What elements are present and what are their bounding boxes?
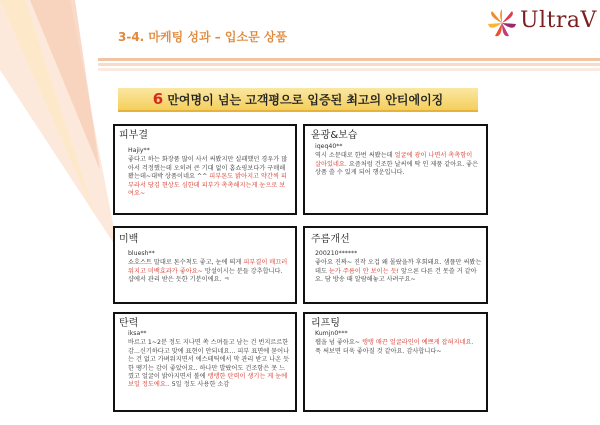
headline-text: 만여명이 넘는 고객평으로 입증된 최고의 안티에이징 bbox=[167, 93, 444, 107]
review-body: 좋아요 진짜~ 진작 오겁 왜 몰랐을까 후회돼요. 샘플만 써봤는데도 bbox=[315, 259, 482, 275]
review-body: 망설이시는 분들 강추합니다. 샵에서 관리 받은 듯한 기분이에요. ㅋ bbox=[128, 267, 283, 284]
review-body: 쇼호스트 말대로 톤수척도 좋고, 눈에 띄게 bbox=[128, 259, 244, 267]
review-text bbox=[128, 250, 290, 285]
review-highlight: 탱탱한 탄력이 생기는 게 눈에 보일 정도에요.. bbox=[128, 373, 288, 389]
review-highlight: 탱탱 매끈 얼굴라인이 예쁘게 잡혀지네요. bbox=[361, 339, 474, 347]
review-user: 200210****** bbox=[315, 250, 358, 257]
header-divider bbox=[98, 63, 600, 66]
review-highlight: 얼굴에 광이 나면서 촉촉함이 살아있네요. bbox=[315, 152, 473, 168]
review-body: 역시 소문대로 한번 써봤는데 bbox=[315, 152, 395, 160]
review-highlight: 피부톤도 밝아지고 약간씩 피부라서 당김 현상도 심한데 피부가 촉촉해지는게 눈으로 보여요~ bbox=[128, 173, 287, 198]
review-body: 요즘처럼 건조한 날씨에 딱 인 제품 같아요. 좋은 상품 쓸 수 있게 되어 행운입니다. bbox=[315, 160, 479, 177]
review-body: 바르고 1~2분 정도 지나면 쏙 스며들고 남는 건 번지르르한 감...신기하다고 맞에 표현이 안되네요... 피부 표면에 묻어나는 건 없고 가벼워지면서 에스테틱에서 막 관리 받고 나온 듯한 땡기는 감이 좋았어요.. 하나만 발랐어도 건조함은 못 느꼈고 얼굴이 밝아지면서 볼에 bbox=[128, 339, 290, 381]
logo: UltraV bbox=[520, 8, 597, 33]
review-user: iqeq40** bbox=[315, 143, 343, 150]
card-title: 피부결 bbox=[119, 130, 148, 141]
header-divider bbox=[98, 68, 600, 71]
review-body: 5일 정도 사용한 소감 bbox=[169, 381, 230, 389]
review-text bbox=[315, 143, 480, 178]
review-text bbox=[128, 147, 288, 198]
review-user: Kumjn0*** bbox=[315, 330, 348, 337]
header-divider bbox=[98, 58, 600, 61]
review-user: Hajiy** bbox=[128, 147, 150, 154]
review-highlight: 피부결이 매끄러워지고 미백효과가 좋아요~ bbox=[128, 259, 288, 275]
card-title: 탄력 bbox=[119, 318, 139, 329]
section-title: 3-4. 마케팅 성과 – 입소문 상품 bbox=[118, 30, 288, 44]
review-body: 푹 써보면 더욱 좋아질 것 같아요. 감사합니다~ bbox=[315, 347, 442, 355]
review-user: iksa** bbox=[128, 330, 147, 337]
review-body: 앞으론 다른 건 못쓸 거 같아요. 담 방송 때 알람해놓고 사려구요~ bbox=[315, 267, 477, 284]
review-body: 웹을 넘 좋아요~ bbox=[315, 339, 362, 347]
card-title: 윤광&보습 bbox=[311, 130, 358, 141]
logo-mark bbox=[486, 8, 518, 38]
review-text bbox=[315, 250, 482, 285]
review-text bbox=[315, 330, 480, 356]
card-title: 미백 bbox=[119, 234, 139, 245]
headline-number: 6 bbox=[152, 90, 164, 108]
headline-banner bbox=[118, 88, 478, 112]
review-body: 좋다고 하는 화장품 많이 사서 써봤지만 실패했던 경우가 많아서 걱정했는데 오히려 큰 기대 없이 홈쇼핑보다가 구매해봤는데~대박 상품이네요 ^^ bbox=[128, 156, 288, 181]
review-highlight: 눈가 주름이 안 보이는 듯! bbox=[328, 267, 400, 275]
card-title: 주름개선 bbox=[311, 234, 350, 245]
review-user: bluesh** bbox=[128, 250, 155, 257]
card-title: 리프팅 bbox=[311, 318, 340, 329]
review-text bbox=[128, 330, 290, 390]
